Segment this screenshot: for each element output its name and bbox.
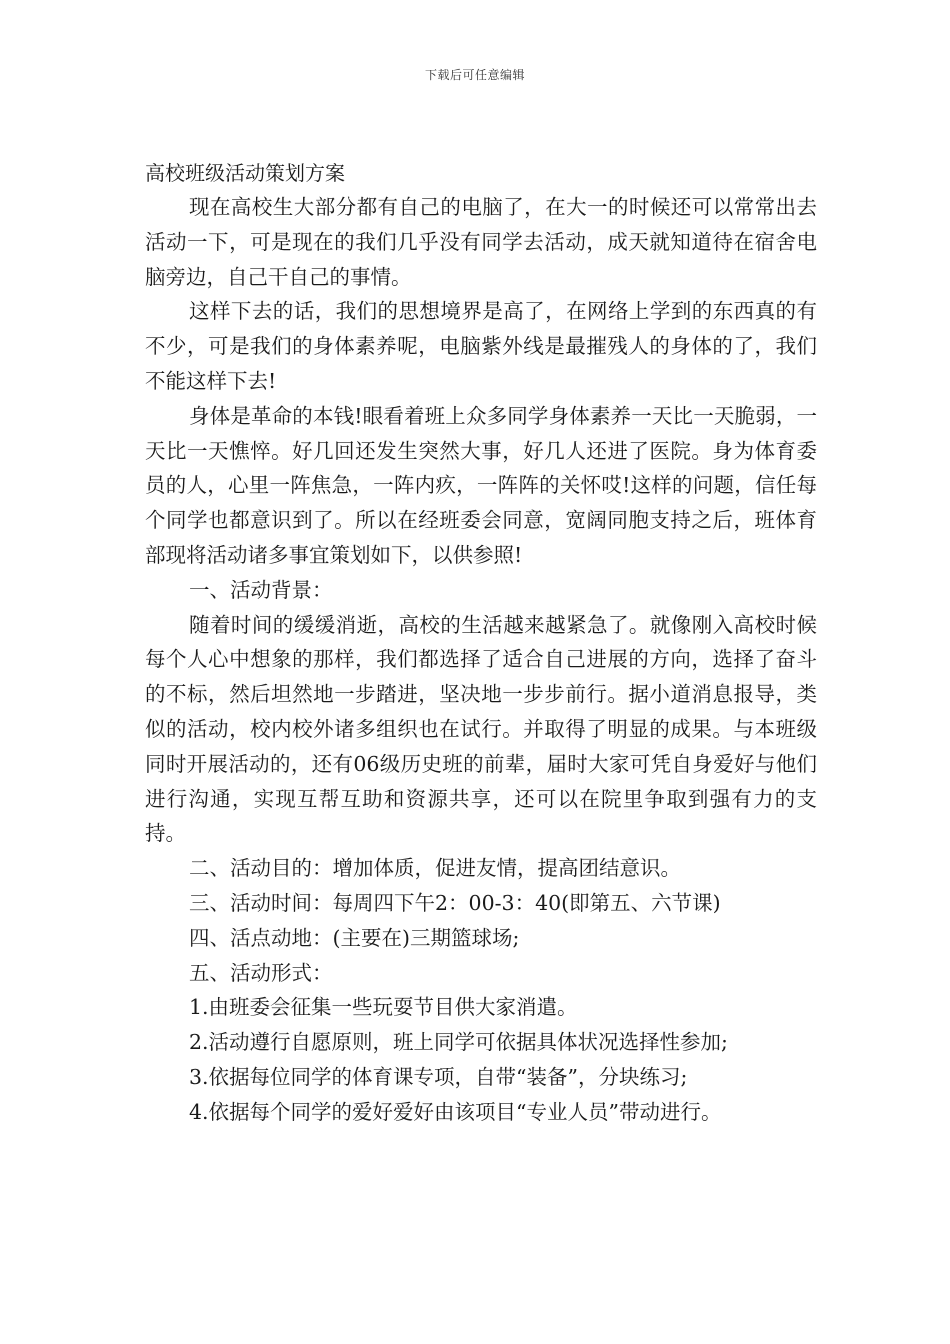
format-item-1: 1.由班委会征集一些玩耍节目供大家消遣。 [189, 995, 578, 1020]
format-item-3: 3.依据每位同学的体育课专项，自带“装备”，分块练习; [189, 1064, 688, 1089]
document-title: 高校班级活动策划方案 [145, 161, 345, 185]
section-background-body: 随着时间的缓缓消逝，高校的生活越来越紧急了。就像刚入高校时候每个人心中想象的那样，我们都选择了适合自己进展的方向，选择了奋斗的不标，然后坦然地一步踏进，坚决地一步步前行。据小道消息报导，类似的活动，校内校外诸多组织也在试行。并取得了明显的成果。与本班级同时开展活动的，还有06级历史班的前辈，届时大家可凭自身爱好与他们进行沟通，实现互帮互助和资源共享，还可以在院里争取到强有力的支持。 [145, 612, 817, 846]
section-time: 三、活动时间：每周四下午2：00-3：40(即第五、六节课) [189, 890, 721, 915]
page-header-note: 下载后可任意编辑 [424, 68, 525, 82]
paragraph-intro-3: 身体是革命的本钱!眼看着班上众多同学身体素养一天比一天脆弱，一天比一天憔悴。好几回还发生突然大事，好几人还进了医院。身为体育委员的人，心里一阵焦急，一阵内疚，一阵阵的关怀哎!这样的问题，信任每个同学也都意识到了。所以在经班委会同意，宽阔同胞支持之后，班体育部现将活动诸多事宜策划如下，以供参照! [145, 403, 817, 567]
paragraph-intro-2: 这样下去的话，我们的思想境界是高了，在网络上学到的东西真的有不少，可是我们的身体素养呢，电脑紫外线是最摧残人的身体的了，我们不能这样下去! [145, 299, 817, 393]
format-item-2: 2.活动遵行自愿原则，班上同学可依据具体状况选择性参加; [189, 1030, 728, 1055]
format-item-4: 4.依据每个同学的爱好爱好由该项目“专业人员”带动进行。 [189, 1099, 722, 1124]
section-format-heading: 五、活动形式： [189, 960, 333, 985]
section-purpose: 二、活动目的：增加体质，促进友情，提高团结意识。 [189, 856, 681, 881]
document-body [145, 156, 817, 1130]
paragraph-intro-1: 现在高校生大部分都有自己的电脑了，在大一的时候还可以常常出去活动一下，可是现在的我们几乎没有同学去活动，成天就知道待在宿舍电脑旁边，自己干自己的事情。 [145, 195, 817, 289]
section-background-heading: 一、活动背景： [189, 577, 333, 602]
section-location: 四、活点动地：(主要在)三期篮球场; [189, 925, 520, 950]
